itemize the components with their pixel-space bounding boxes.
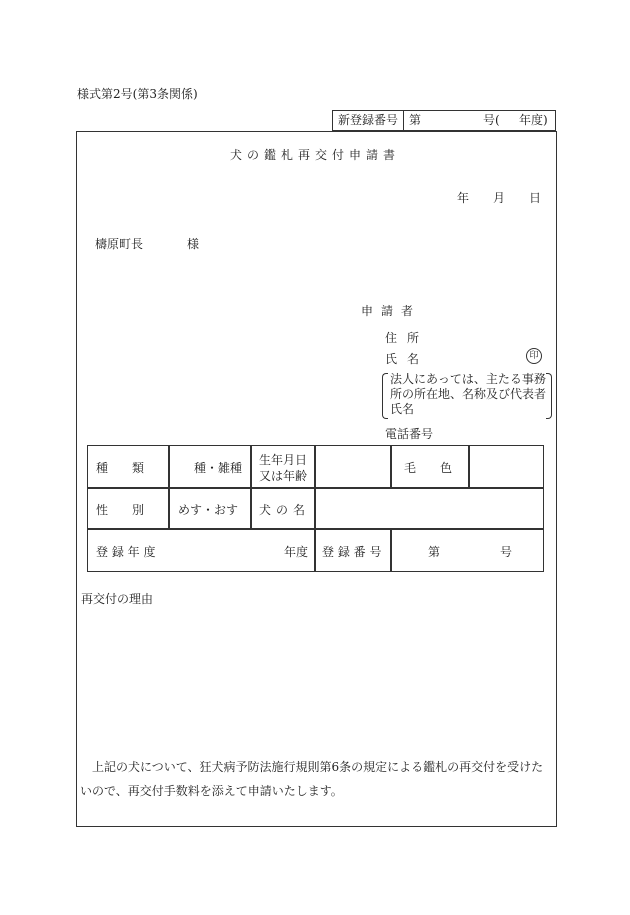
dog-name-label: 犬の名 [259,503,311,517]
date-year: 年 [457,191,470,205]
color-label: 毛 色 [404,461,453,475]
sex-options-cell [169,488,251,529]
seal-icon: 印 [526,348,542,364]
name-label: 氏名 [385,352,430,366]
form-title: 犬の鑑札再交付申請書 [229,148,400,162]
breed-cell [169,445,251,488]
dog-info-table [88,446,544,572]
registration-year: 年度) [519,113,548,127]
reg-no-suffix: 号 [500,545,513,559]
bracket-left [382,373,388,419]
corporate-note-text: 法人にあっては、主たる事務所の所在地、名称及び代表者氏名 [390,372,547,416]
color-value-cell[interactable] [469,445,544,488]
birth-value-cell[interactable] [315,445,391,488]
address-label: 住所 [385,331,430,345]
reg-no-prefix: 第 [428,545,441,559]
sex-label-cell [87,488,169,529]
registration-number-label: 新登録番号 [333,111,404,130]
reg-year-label: 登 録 年 度 [96,545,156,559]
bracket-right [546,373,552,419]
birth-label-cell [251,445,315,488]
registration-number-prefix: 第 [409,113,422,127]
addressee-honorific: 様 [187,237,200,251]
kind-label: 種 類 [96,461,145,475]
registration-number-box [332,110,556,131]
dog-name-value-cell[interactable] [315,488,544,529]
reg-year-cell[interactable] [87,529,315,572]
phone-label: 電話番号 [385,427,434,441]
color-label-cell [391,445,469,488]
birth-label-line1: 生年月日 [259,453,308,467]
reg-no-label-cell [315,529,391,572]
date-month: 月 [493,191,506,205]
dog-name-label-cell [251,488,315,529]
sex-label: 性 別 [96,503,145,517]
applicant-heading: 申請者 [361,304,422,318]
reg-year-unit: 年度 [284,545,309,559]
birth-label-line2: 又は年齢 [259,469,308,483]
form-number-label: 様式第2号(第3条関係) [77,87,198,101]
statement-text: 上記の犬について、狂犬病予防法施行規則第6条の規定による鑑札の再交付を受けたいので、再交付手数料を添えて申請いたします。 [80,760,544,798]
reason-label: 再交付の理由 [81,592,154,606]
breed-label: 種・雑種 [194,461,243,475]
addressee-name: 檮原町長 [95,237,144,251]
date-day: 日 [529,191,542,205]
registration-number-suffix: 号( [483,113,500,127]
kind-label-cell [87,445,169,488]
sex-options: めす・おす [178,503,239,517]
reg-no-value-cell[interactable] [391,529,544,572]
reg-no-label: 登 録 番 号 [322,545,382,559]
